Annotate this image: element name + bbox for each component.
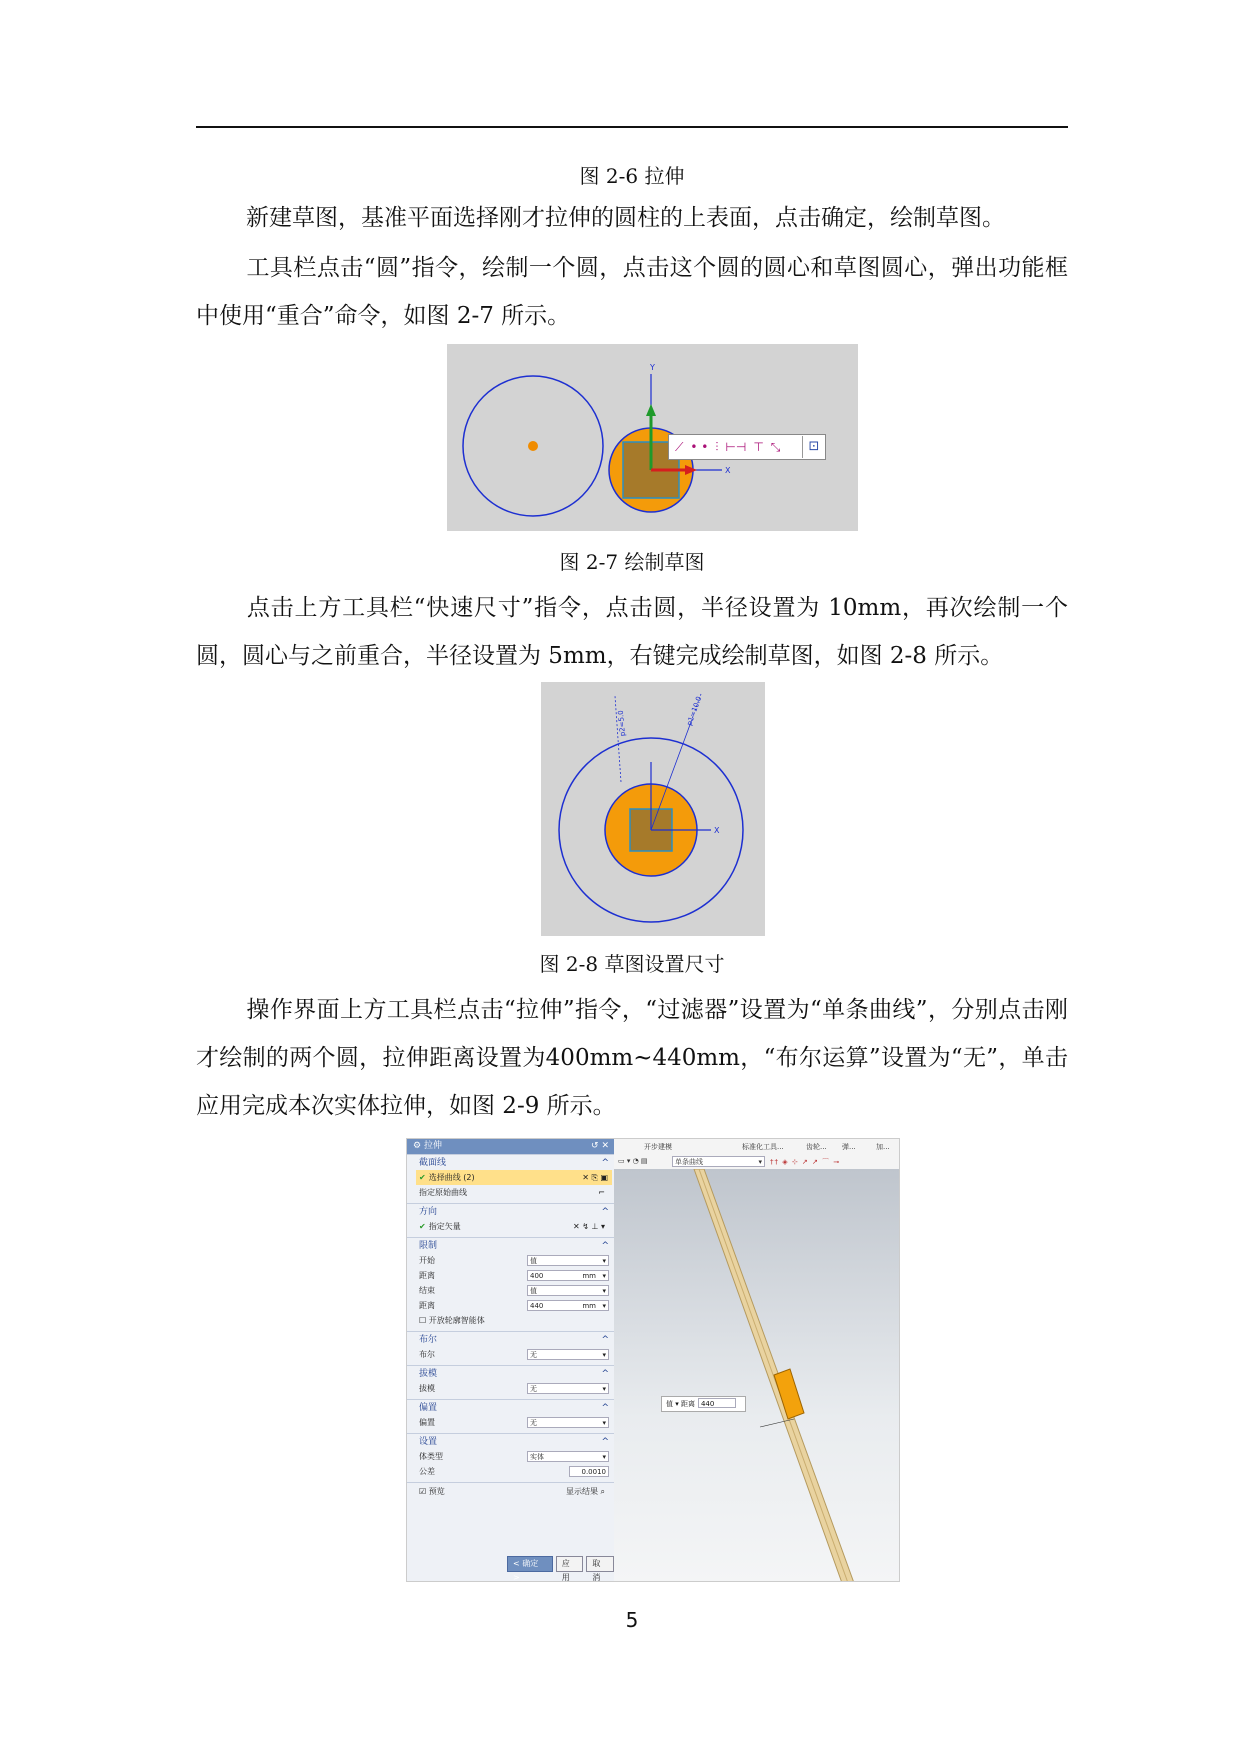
- horizontal-dim-icon[interactable]: ⊢⊣: [725, 440, 747, 454]
- close-icon[interactable]: ✕: [601, 1141, 609, 1151]
- checkbox[interactable]: ☐: [419, 1316, 427, 1325]
- figure-2-8-image: [541, 682, 765, 936]
- figure-2-6-caption: 图 2-6 拉伸: [579, 164, 685, 188]
- paragraph-3-text: 点击上方工具栏“快速尺寸”指令，点击圆，半径设置为 10mm，再次绘制一个圆，圆心与之前重合，半径设置为 5mm，右键完成绘制草图，如图 2-8 所示。: [196, 595, 1068, 669]
- green-arrowhead: [646, 404, 656, 416]
- curve-tools-icon[interactable]: ✕ ⎘ ▣: [582, 1173, 608, 1182]
- chevron-up-icon[interactable]: ^: [601, 1403, 609, 1413]
- body-type-select[interactable]: 实体 ▾: [527, 1451, 609, 1462]
- constraint-popup[interactable]: [668, 434, 826, 460]
- cancel-button[interactable]: 取消: [586, 1556, 614, 1572]
- figure-2-8-caption: 图 2-8 草图设置尺寸: [539, 952, 725, 976]
- boolean-row: 布尔 无 ▾: [419, 1347, 609, 1362]
- offset-row: 偏置 无 ▾: [419, 1415, 609, 1430]
- extrude-dialog: [407, 1139, 615, 1582]
- tolerance-input[interactable]: 0.0010: [569, 1466, 609, 1477]
- reset-icon[interactable]: ↺: [591, 1141, 599, 1151]
- rod-highlight: [699, 1169, 848, 1582]
- vertical-dim-icon[interactable]: ⊤: [753, 440, 764, 454]
- check-icon: ✔: [419, 1173, 426, 1182]
- draft-select[interactable]: 无 ▾: [527, 1383, 609, 1394]
- dimension-icon[interactable]: ⊡: [802, 436, 825, 458]
- header-rule: [196, 126, 1068, 128]
- dialog-titlebar: [407, 1139, 614, 1154]
- chevron-up-icon[interactable]: ^: [601, 1207, 609, 1217]
- paragraph-2: [196, 244, 1068, 340]
- selection-tools-icon[interactable]: ▭ ▾ ◔ ▤: [618, 1157, 648, 1165]
- draft-row: 拔模 无 ▾: [419, 1381, 609, 1396]
- paragraph-3: [196, 584, 1068, 680]
- dim-extension-2: [615, 696, 621, 782]
- figure-2-9-image: [406, 1138, 900, 1582]
- section-curve-header[interactable]: 截面线 ^: [419, 1158, 609, 1168]
- paragraph-4: [196, 986, 1068, 1130]
- top-toolbar: [614, 1139, 900, 1169]
- offset-select[interactable]: 无 ▾: [527, 1417, 609, 1428]
- paragraph-4-text: 操作界面上方工具栏点击“拉伸”指令，“过滤器”设置为“单条曲线”，分别点击刚才绘制的两个圆，拉伸距离设置为400mm~440mm，“布尔运算”设置为“无”，单击应用完成本次实体拉伸，如图 2-9 所示。: [196, 997, 1068, 1119]
- show-result-button[interactable]: 显示结果 ⌕: [565, 1487, 605, 1496]
- specify-origin-curve-row[interactable]: 指定原始曲线 ⌐: [419, 1185, 609, 1200]
- chevron-up-icon[interactable]: ^: [601, 1335, 609, 1345]
- end-row: 结束 值 ▾: [419, 1283, 609, 1298]
- section-limits: [407, 1237, 614, 1331]
- section-curve: [407, 1154, 614, 1203]
- start-distance-row: 距离 400 mm ▾: [419, 1268, 609, 1283]
- gear-icon: ⚙: [413, 1141, 424, 1151]
- toolbar-item-3[interactable]: 齿轮...: [806, 1143, 827, 1151]
- start-row: 开始 值 ▾: [419, 1253, 609, 1268]
- start-distance-input[interactable]: 400 mm ▾: [527, 1270, 609, 1281]
- section-boolean-header[interactable]: 布尔 ^: [419, 1335, 609, 1345]
- boolean-select[interactable]: 无 ▾: [527, 1349, 609, 1360]
- dialog-buttons: [507, 1556, 614, 1582]
- origin-curve-icon[interactable]: ⌐: [598, 1188, 605, 1197]
- toolbar-item-5[interactable]: 加...: [876, 1143, 890, 1151]
- check-icon: ✔: [419, 1222, 426, 1231]
- toolbar-item-1[interactable]: 开步建模: [644, 1143, 672, 1151]
- point-on-curve-icon[interactable]: ⟋: [675, 439, 684, 454]
- ok-button[interactable]: < 确定 >: [507, 1556, 553, 1572]
- page-number: 5: [625, 1608, 639, 1632]
- paragraph-2-text: 工具栏点击“圆”指令，绘制一个圆，点击这个圆的圆心和草图圆心，弹出功能框中使用“重合”命令，如图 2-7 所示。: [196, 255, 1068, 329]
- dimension-popup[interactable]: 值 ▾ 距离 440: [661, 1396, 746, 1412]
- dimension-label-2[interactable]: p2=5.0: [616, 710, 627, 737]
- start-select[interactable]: 值 ▾: [527, 1255, 609, 1266]
- x-axis-label: X: [714, 826, 720, 835]
- tolerance-row: 公差 0.0010: [419, 1464, 609, 1479]
- section-settings-header[interactable]: 设置 ^: [419, 1437, 609, 1447]
- dimension-label-1[interactable]: p1=10.0: [685, 695, 704, 727]
- section-limits-header[interactable]: 限制 ^: [419, 1241, 609, 1251]
- body-type-row: 体类型 实体 ▾: [419, 1449, 609, 1464]
- end-distance-input[interactable]: 440 mm ▾: [527, 1300, 609, 1311]
- toolbar-item-2[interactable]: 标准化工具...: [742, 1143, 784, 1151]
- preview-row: ☑ 预览 显示结果 ⌕: [419, 1484, 609, 1499]
- chevron-up-icon[interactable]: ^: [601, 1158, 609, 1168]
- chevron-up-icon[interactable]: ^: [601, 1437, 609, 1447]
- dimension-canvas: [541, 682, 765, 936]
- snap-tools-icon[interactable]: †† ◈ ⊹ ↗ ↗ ⌒ ⊸: [770, 1158, 841, 1166]
- search-icon: ⌕: [600, 1487, 605, 1496]
- section-offset: [407, 1399, 614, 1433]
- specify-vector-row[interactable]: ✔ 指定矢量 ✕ ↯ ⊥ ▾: [419, 1219, 609, 1234]
- checkbox-checked[interactable]: ☑: [419, 1487, 427, 1496]
- chevron-up-icon[interactable]: ^: [601, 1369, 609, 1379]
- section-draft: [407, 1365, 614, 1399]
- section-offset-header[interactable]: 偏置 ^: [419, 1403, 609, 1413]
- vertical-icon[interactable]: ⫶: [715, 439, 719, 454]
- figure-2-7-caption: 图 2-7 绘制草图: [559, 550, 705, 574]
- section-settings: [407, 1433, 614, 1482]
- center-point: [528, 441, 538, 451]
- apply-button[interactable]: 应用: [556, 1556, 584, 1572]
- end-select[interactable]: 值 ▾: [527, 1285, 609, 1296]
- section-boolean: [407, 1331, 614, 1365]
- paragraph-1: [196, 194, 1068, 242]
- 3d-viewport[interactable]: [614, 1169, 900, 1582]
- extrude-preview: [614, 1169, 900, 1582]
- section-direction: [407, 1203, 614, 1237]
- dimension-value-input[interactable]: 440: [698, 1398, 736, 1408]
- vector-tools-icon[interactable]: ✕ ↯ ⊥ ▾: [572, 1222, 605, 1231]
- preview-section: [407, 1482, 614, 1502]
- filter-select[interactable]: 单条曲线 ▾: [672, 1156, 765, 1167]
- dialog-title: 拉伸: [423, 1141, 442, 1151]
- select-curve-row[interactable]: ✔ 选择曲线 (2) ✕ ⎘ ▣: [416, 1170, 612, 1185]
- open-profile-row[interactable]: ☐ 开放轮廓智能体: [419, 1316, 485, 1325]
- coincident-icon[interactable]: • •: [690, 440, 709, 454]
- end-distance-row: 距离 440 mm ▾: [419, 1298, 609, 1313]
- point-icon[interactable]: ⤡: [770, 439, 781, 454]
- chevron-up-icon[interactable]: ^: [601, 1241, 609, 1251]
- y-axis-label: Y: [650, 363, 655, 372]
- paragraph-1-text: 新建草图，基准平面选择刚才拉伸的圆柱的上表面，点击确定，绘制草图。: [246, 205, 1005, 231]
- section-direction-header[interactable]: 方向 ^: [419, 1207, 609, 1217]
- section-draft-header[interactable]: 拔模 ^: [419, 1369, 609, 1379]
- toolbar-item-4[interactable]: 弹...: [842, 1143, 856, 1151]
- x-axis-label: X: [725, 466, 731, 475]
